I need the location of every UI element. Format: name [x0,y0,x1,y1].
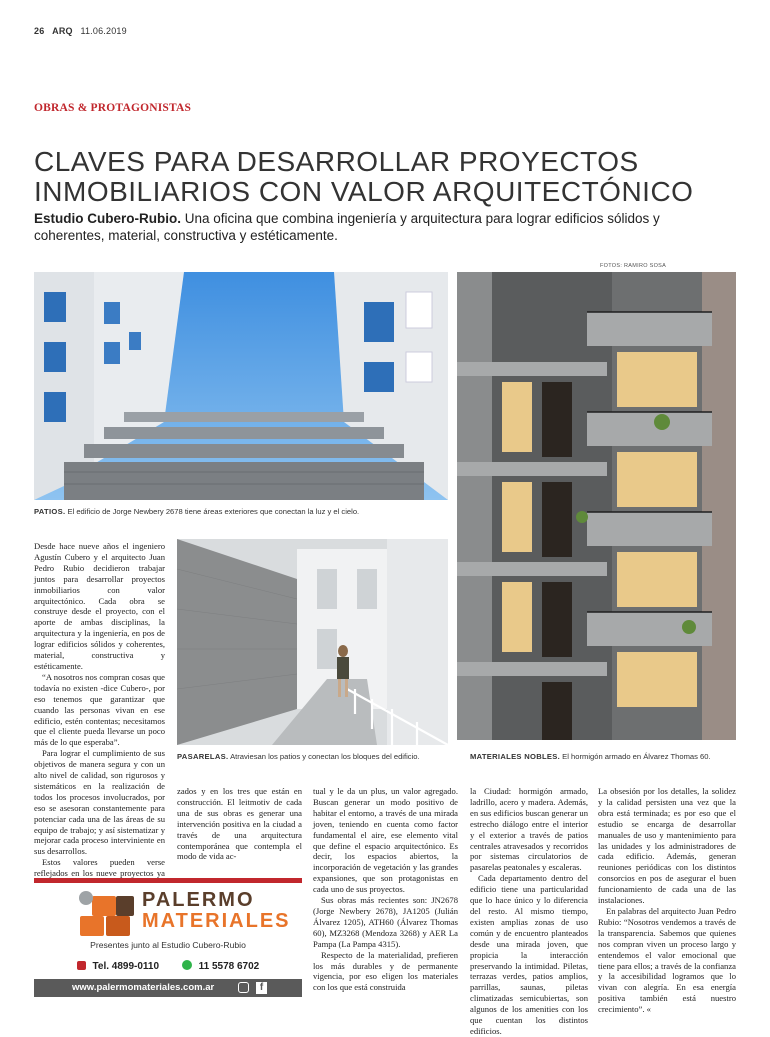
page-folio [34,26,127,36]
issue-date: 11.06.2019 [80,26,127,36]
article-column-1 [34,541,165,879]
caption-patios [34,507,454,517]
caption-patios-label: PATIOS. [34,507,66,516]
caption-materiales-text: El hormigón armado en Álvarez Thomas 60. [560,752,711,761]
section-label: OBRAS & PROTAGONISTAS [34,102,192,114]
paragraph: Cada departamento dentro del edificio tiene una particularidad que lo hace único y lo diferencia del resto. Al mismo tiempo, existen amplias zonas de uso común y de encuentro planteados desde una mirada joven, que propicia la interacción preservando la intimidad. Piletas, terrazas verdes, patios amplios, parrillas, saunas, piletas climatizadas semicubiertas, son algunos de los amenities con los que cuentan los distintos edificios. [470,873,588,1036]
ad-contact-row [34,960,302,972]
paragraph: la Ciudad: hormigón armado, ladrillo, acero y madera. Además, en sus edificios buscan generar un estrecho diálogo entre el interior y el exterior a través de patios centrales atravesados y recorridos por sistemas circulatorios de pasarelas peatonales y escaleras. [470,786,588,873]
caption-pasarelas [177,752,467,762]
paragraph: En palabras del arquitecto Juan Pedro Rubio: “Nosotros vendemos a través de la transparencia. Sabemos que quienes nos compran viven un proceso largo y entendemos el valor emocional que tiene para ellos; a través de la confianza y la accesibilidad logramos que lo vivan con alegría. En esa energía positiva también está nuestro crecimiento”. « [598,905,736,1015]
paragraph: zados y en los tres que están en construcción. El leitmotiv de cada una de sus obras es generar una intervención positiva en la ciudad a través de una arquitectura contemporánea que contempla el modo de vida ac- [177,786,302,862]
headline-line-1: CLAVES PARA DESARROLLAR PROYECTOS [34,146,639,177]
whatsapp-icon [182,960,192,970]
deck [34,210,734,244]
walkway-image [177,539,448,745]
page-number: 26 [34,26,45,36]
photo-materiales [457,272,736,740]
article-column-4 [470,786,588,1036]
caption-patios-text: El edificio de Jorge Newbery 2678 tiene áreas exteriores que conectan la luz y el cielo. [65,507,360,516]
ad-footer-bar [34,979,302,997]
supplement-name: ARQ [52,26,73,36]
caption-materiales [470,752,740,762]
instagram-icon[interactable] [238,982,249,993]
facade-image [457,272,736,740]
caption-pasarelas-label: PASARELAS. [177,752,229,761]
paragraph: Sus obras más recientes son: JN2678 (Jorge Newbery 2678), JA1205 (Julián Álvarez 1205), ATH60 (Álvarez Thomas 60), MZ3268 (Mendoza 3268) y AER La Pampa (La Pampa 4315). [313,895,458,949]
paragraph: La obsesión por los detalles, la solidez y la calidad persisten una vez que la obra está terminada; es por eso que el estudio se encarga de desarrollar manuales de uso y mantenimiento para las unidades y los administradores de cada edificio. Además, generan reuniones periódicas con los distintos consorcios en pos de asegurar el buen funcionamiento de cada una de las instalaciones. [598,786,736,906]
photo-pasarelas [177,539,448,745]
ad-whatsapp[interactable]: 11 5578 6702 [198,961,260,972]
paragraph: tual y le da un plus, un valor agregado. Buscan generar un modo positivo de habitar el entorno, a través de una mirada joven, teniendo en cuenta como factor fundamental el aire, ese elemento vital que define el espacio arquitectónico. Es decir, los espacios abiertos, la incorporación de vegetación y las grandes expansiones, que son protagonistas en cada uno de sus proyectos. [313,786,458,895]
caption-materiales-label: MATERIALES NOBLES. [470,752,561,761]
paragraph: Para lograr el cumplimiento de sus objetivos de manera segura y con un alto nivel de calidad, son rigurosos y sistemáticos en la realización de todos los procesos involucrados, por eso se asesoran constantemente para potenciar cada una de las áreas de su equipo de trabajo; y así sistematizar y mejorar cada proceso interviniente en sus desarrollos. [34,748,165,857]
ad-tagline: Presentes junto al Estudio Cubero-Rubio [90,940,246,950]
paragraph: “A nosotros nos compran cosas que todavía no existen -dice Cubero-, por eso tenemos que garantizar que cuando las personas vivan en ese edificio, estén contentas; necesitamos que el cliente pueda llevarse un poco más de lo que esperaba”. [34,671,165,748]
article-column-3 [313,786,458,1008]
headline [34,147,734,207]
photo-credit: FOTOS: RAMIRO SOSA [600,263,667,269]
caption-pasarelas-text: Atraviesan los patios y conectan los bloques del edificio. [228,752,420,761]
advertisement[interactable] [34,878,302,999]
paragraph: Desde hace nueve años el ingeniero Agustín Cubero y el arquitecto Juan Pedro Rubio decidieron trabajar juntos para desarrollar proyectos inmobiliarios con valor arquitectónico. Cada obra se construye desde el proyecto, con el aporte de ambas disciplinas, la arquitectura y la ingeniería, en pos de lograr edificios sólidos y coherentes, material, constructiva y estéticamente. [34,541,165,671]
paragraph: Estos valores pueden verse reflejados en los nueve proyectos ya [34,857,165,879]
ad-website[interactable]: www.palermomateriales.com.ar [72,982,215,993]
patios-image [34,272,448,500]
deck-text: Una oficina que combina ingeniería y arquitectura para lograr edificios sólidos y coherentes, material, constructiva y estéticamente. [34,211,660,243]
ad-brand-line-1: PALERMO [142,889,255,911]
deck-lead: Estudio Cubero-Rubio. [34,211,181,226]
phone-icon [77,961,86,970]
ad-phone[interactable]: Tel. 4899-0110 [92,961,160,972]
headline-line-2: INMOBILIARIOS CON VALOR ARQUITECTÓNICO [34,176,694,207]
article-column-2 [177,786,302,866]
ad-brand-line-2: MATERIALES [142,910,291,932]
brick-logo-icon [78,888,138,938]
article-column-5 [598,786,736,1015]
facebook-icon[interactable]: f [256,982,267,994]
ad-top-bar [34,878,302,883]
photo-patios [34,272,448,500]
paragraph: Respecto de la materialidad, prefieren los más durables y de permanente vigencia, por eso eligen los materiales con los que está construida [313,949,458,993]
